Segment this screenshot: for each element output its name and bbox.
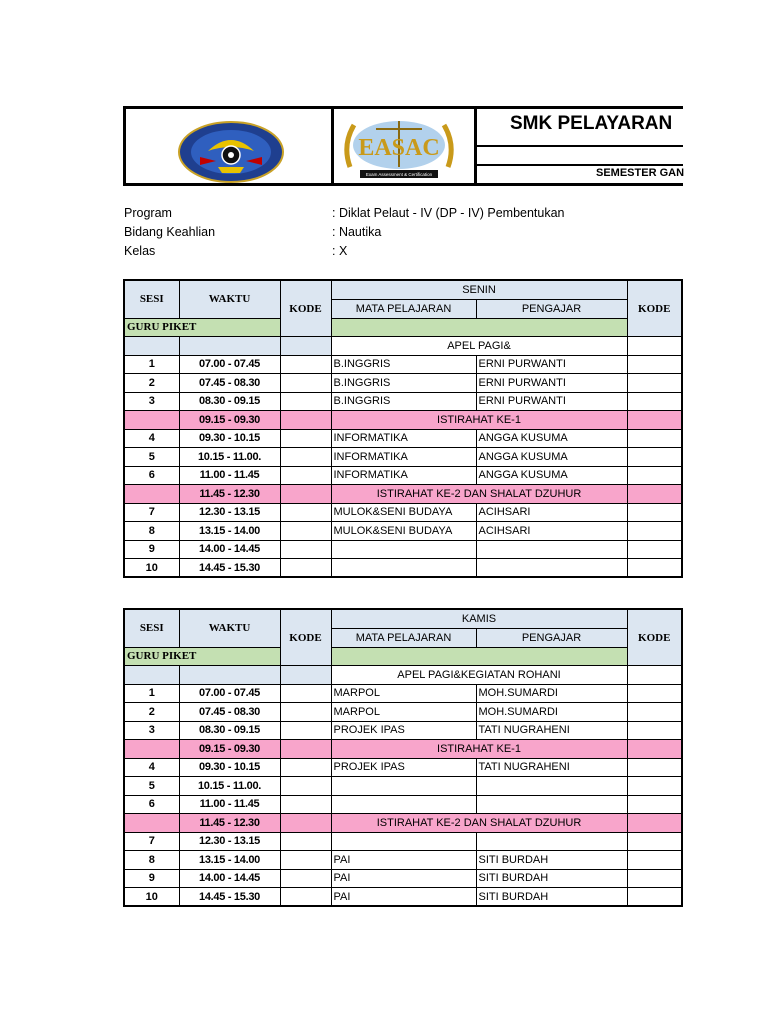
- session-time: 13.15 - 14.00: [179, 522, 280, 541]
- session-time: 09.30 - 10.15: [179, 429, 280, 448]
- header-divider: [331, 109, 334, 183]
- header-rule: [477, 164, 683, 166]
- session-kode: [280, 355, 331, 374]
- guru-piket-value: [331, 647, 627, 666]
- table-header-row: [124, 280, 682, 299]
- school-emblem-logo: [178, 121, 284, 183]
- session-row: [124, 851, 682, 870]
- session-row: [124, 832, 682, 851]
- session-kode-right: [627, 851, 682, 870]
- day-header: SENIN: [331, 280, 627, 299]
- break-sesi-cell: [124, 411, 179, 430]
- session-row: [124, 703, 682, 722]
- info-label-bidang: Bidang Keahlian: [124, 225, 216, 239]
- col-header-kode: KODE: [280, 280, 331, 337]
- guru-piket-row: [124, 647, 682, 666]
- apel-sesi-cell: [124, 337, 179, 356]
- apel-waktu-cell: [179, 337, 280, 356]
- session-row: [124, 721, 682, 740]
- session-row: [124, 540, 682, 559]
- break-kode-right-cell: [627, 740, 682, 759]
- session-subject: [331, 795, 476, 814]
- session-time: 14.00 - 14.45: [179, 869, 280, 888]
- session-time: 12.30 - 13.15: [179, 503, 280, 522]
- session-number: 1: [124, 355, 179, 374]
- break-row: [124, 814, 682, 833]
- col-header-pengajar: PENGAJAR: [476, 628, 627, 647]
- col-header-mata-pelajaran: MATA PELAJARAN: [331, 299, 476, 318]
- session-kode-right: [627, 869, 682, 888]
- session-row: [124, 795, 682, 814]
- session-subject: B.INGGRIS: [331, 374, 476, 393]
- session-time: 07.00 - 07.45: [179, 684, 280, 703]
- session-number: 6: [124, 795, 179, 814]
- session-kode: [280, 795, 331, 814]
- session-time: 13.15 - 14.00: [179, 851, 280, 870]
- session-kode-right: [627, 448, 682, 467]
- break-label: ISTIRAHAT KE-2 DAN SHALAT DZUHUR: [331, 814, 627, 833]
- col-header-kode-right: KODE: [627, 280, 682, 337]
- col-header-sesi: SESI: [124, 609, 179, 647]
- session-subject: PAI: [331, 851, 476, 870]
- apel-kode-cell: [280, 666, 331, 685]
- session-teacher: [476, 540, 627, 559]
- session-kode: [280, 888, 331, 907]
- session-kode-right: [627, 429, 682, 448]
- session-subject: [331, 832, 476, 851]
- session-subject: INFORMATIKA: [331, 448, 476, 467]
- session-subject: MARPOL: [331, 684, 476, 703]
- session-kode: [280, 559, 331, 578]
- session-kode: [280, 684, 331, 703]
- session-row: [124, 448, 682, 467]
- break-sesi-cell: [124, 740, 179, 759]
- break-row: [124, 411, 682, 430]
- session-number: 10: [124, 559, 179, 578]
- session-kode: [280, 503, 331, 522]
- session-teacher: [476, 559, 627, 578]
- session-time: 10.15 - 11.00.: [179, 777, 280, 796]
- session-time: 07.45 - 08.30: [179, 703, 280, 722]
- table-header-row: [124, 609, 682, 628]
- session-teacher: ACIHSARI: [476, 522, 627, 541]
- info-label-kelas: Kelas: [124, 244, 156, 258]
- schedule-table-kamis: [123, 608, 683, 907]
- session-kode: [280, 374, 331, 393]
- session-teacher: ERNI PURWANTI: [476, 355, 627, 374]
- session-number: 4: [124, 758, 179, 777]
- session-number: 2: [124, 374, 179, 393]
- apel-label: APEL PAGI&: [331, 337, 627, 356]
- session-kode-right: [627, 355, 682, 374]
- session-kode: [280, 758, 331, 777]
- break-label: ISTIRAHAT KE-2 DAN SHALAT DZUHUR: [331, 485, 627, 504]
- session-kode-right: [627, 777, 682, 796]
- apel-kode-cell: [280, 337, 331, 356]
- session-row: [124, 466, 682, 485]
- col-header-pengajar: PENGAJAR: [476, 299, 627, 318]
- session-row: [124, 355, 682, 374]
- break-kode-cell: [280, 411, 331, 430]
- session-time: 07.00 - 07.45: [179, 355, 280, 374]
- apel-kode-right-cell: [627, 337, 682, 356]
- session-teacher: SITI BURDAH: [476, 888, 627, 907]
- col-header-mata-pelajaran: MATA PELAJARAN: [331, 628, 476, 647]
- session-number: 10: [124, 888, 179, 907]
- break-row: [124, 485, 682, 504]
- info-label-program: Program: [124, 206, 172, 220]
- session-kode-right: [627, 522, 682, 541]
- break-time: 09.15 - 09.30: [179, 740, 280, 759]
- session-teacher: ANGGA KUSUMA: [476, 429, 627, 448]
- session-kode: [280, 540, 331, 559]
- session-row: [124, 684, 682, 703]
- session-subject: PAI: [331, 869, 476, 888]
- session-teacher: [476, 777, 627, 796]
- session-time: 14.45 - 15.30: [179, 559, 280, 578]
- session-teacher: SITI BURDAH: [476, 851, 627, 870]
- session-subject: INFORMATIKA: [331, 429, 476, 448]
- apel-row: [124, 666, 682, 685]
- session-kode-right: [627, 540, 682, 559]
- col-header-kode: KODE: [280, 609, 331, 666]
- session-kode: [280, 869, 331, 888]
- session-time: 11.00 - 11.45: [179, 466, 280, 485]
- session-time: 07.45 - 08.30: [179, 374, 280, 393]
- session-row: [124, 888, 682, 907]
- session-teacher: ANGGA KUSUMA: [476, 448, 627, 467]
- session-teacher: ERNI PURWANTI: [476, 374, 627, 393]
- session-number: 6: [124, 466, 179, 485]
- break-kode-cell: [280, 814, 331, 833]
- break-kode-right-cell: [627, 411, 682, 430]
- session-kode: [280, 429, 331, 448]
- easac-logo: [336, 115, 462, 185]
- session-number: 3: [124, 392, 179, 411]
- session-teacher: SITI BURDAH: [476, 869, 627, 888]
- document-header: [123, 106, 683, 186]
- session-time: 11.00 - 11.45: [179, 795, 280, 814]
- session-subject: [331, 777, 476, 796]
- apel-label: APEL PAGI&KEGIATAN ROHANI: [331, 666, 627, 685]
- session-row: [124, 374, 682, 393]
- break-kode-cell: [280, 740, 331, 759]
- session-kode-right: [627, 888, 682, 907]
- session-kode-right: [627, 559, 682, 578]
- session-row: [124, 777, 682, 796]
- session-teacher: MOH.SUMARDI: [476, 684, 627, 703]
- session-teacher: ERNI PURWANTI: [476, 392, 627, 411]
- session-kode: [280, 466, 331, 485]
- session-number: 5: [124, 448, 179, 467]
- day-header: KAMIS: [331, 609, 627, 628]
- break-sesi-cell: [124, 485, 179, 504]
- break-kode-right-cell: [627, 485, 682, 504]
- col-header-kode-right: KODE: [627, 609, 682, 666]
- session-kode: [280, 522, 331, 541]
- session-teacher: ANGGA KUSUMA: [476, 466, 627, 485]
- session-number: 2: [124, 703, 179, 722]
- break-kode-cell: [280, 485, 331, 504]
- session-kode: [280, 777, 331, 796]
- session-kode-right: [627, 795, 682, 814]
- session-kode: [280, 703, 331, 722]
- session-kode-right: [627, 503, 682, 522]
- session-kode-right: [627, 758, 682, 777]
- session-number: 9: [124, 540, 179, 559]
- guru-piket-label: GURU PIKET: [124, 318, 280, 337]
- session-teacher: ACIHSARI: [476, 503, 627, 522]
- session-time: 12.30 - 13.15: [179, 832, 280, 851]
- apel-sesi-cell: [124, 666, 179, 685]
- break-label: ISTIRAHAT KE-1: [331, 411, 627, 430]
- session-time: 09.30 - 10.15: [179, 758, 280, 777]
- break-time: 11.45 - 12.30: [179, 485, 280, 504]
- easac-logo-text: EASAC: [358, 135, 440, 161]
- session-kode-right: [627, 832, 682, 851]
- session-number: 7: [124, 832, 179, 851]
- guru-piket-label: GURU PIKET: [124, 647, 280, 666]
- session-kode-right: [627, 392, 682, 411]
- session-subject: PROJEK IPAS: [331, 758, 476, 777]
- easac-logo-caption: Exam Assessment & Certification: [365, 172, 433, 177]
- session-subject: PROJEK IPAS: [331, 721, 476, 740]
- session-number: 4: [124, 429, 179, 448]
- session-kode: [280, 851, 331, 870]
- guru-piket-row: [124, 318, 682, 337]
- session-subject: MARPOL: [331, 703, 476, 722]
- session-subject: INFORMATIKA: [331, 466, 476, 485]
- session-kode-right: [627, 721, 682, 740]
- session-teacher: TATI NUGRAHENI: [476, 721, 627, 740]
- session-number: 1: [124, 684, 179, 703]
- break-time: 09.15 - 09.30: [179, 411, 280, 430]
- session-kode-right: [627, 684, 682, 703]
- break-row: [124, 740, 682, 759]
- session-kode: [280, 721, 331, 740]
- schedule-table-senin: [123, 279, 683, 578]
- break-time: 11.45 - 12.30: [179, 814, 280, 833]
- session-number: 3: [124, 721, 179, 740]
- col-header-waktu: WAKTU: [179, 609, 280, 647]
- school-title: SMK PELAYARAN: [510, 113, 673, 134]
- session-kode: [280, 832, 331, 851]
- session-subject: MULOK&SENI BUDAYA: [331, 522, 476, 541]
- session-subject: [331, 540, 476, 559]
- session-row: [124, 758, 682, 777]
- session-subject: [331, 559, 476, 578]
- guru-piket-value: [331, 318, 627, 337]
- session-row: [124, 429, 682, 448]
- info-value-bidang: : Nautika: [332, 225, 382, 239]
- session-kode-right: [627, 703, 682, 722]
- session-teacher: [476, 832, 627, 851]
- break-sesi-cell: [124, 814, 179, 833]
- session-subject: PAI: [331, 888, 476, 907]
- info-value-program: : Diklat Pelaut - IV (DP - IV) Pembentukan: [332, 206, 565, 220]
- col-header-sesi: SESI: [124, 280, 179, 318]
- break-label: ISTIRAHAT KE-1: [331, 740, 627, 759]
- info-value-kelas: : X: [332, 244, 348, 258]
- apel-waktu-cell: [179, 666, 280, 685]
- session-row: [124, 559, 682, 578]
- apel-row: [124, 337, 682, 356]
- session-row: [124, 392, 682, 411]
- session-time: 10.15 - 11.00.: [179, 448, 280, 467]
- session-number: 9: [124, 869, 179, 888]
- session-number: 8: [124, 522, 179, 541]
- apel-kode-right-cell: [627, 666, 682, 685]
- session-row: [124, 522, 682, 541]
- session-time: 14.45 - 15.30: [179, 888, 280, 907]
- session-teacher: TATI NUGRAHENI: [476, 758, 627, 777]
- session-subject: MULOK&SENI BUDAYA: [331, 503, 476, 522]
- session-number: 8: [124, 851, 179, 870]
- col-header-waktu: WAKTU: [179, 280, 280, 318]
- session-kode: [280, 448, 331, 467]
- session-time: 14.00 - 14.45: [179, 540, 280, 559]
- session-number: 7: [124, 503, 179, 522]
- break-kode-right-cell: [627, 814, 682, 833]
- semester-label: SEMESTER GAN: [596, 167, 685, 179]
- session-kode-right: [627, 374, 682, 393]
- session-kode: [280, 392, 331, 411]
- session-subject: B.INGGRIS: [331, 355, 476, 374]
- session-row: [124, 869, 682, 888]
- session-time: 08.30 - 09.15: [179, 392, 280, 411]
- session-number: 5: [124, 777, 179, 796]
- session-row: [124, 503, 682, 522]
- session-teacher: MOH.SUMARDI: [476, 703, 627, 722]
- session-kode-right: [627, 466, 682, 485]
- session-subject: B.INGGRIS: [331, 392, 476, 411]
- header-rule: [477, 145, 683, 147]
- session-teacher: [476, 795, 627, 814]
- session-time: 08.30 - 09.15: [179, 721, 280, 740]
